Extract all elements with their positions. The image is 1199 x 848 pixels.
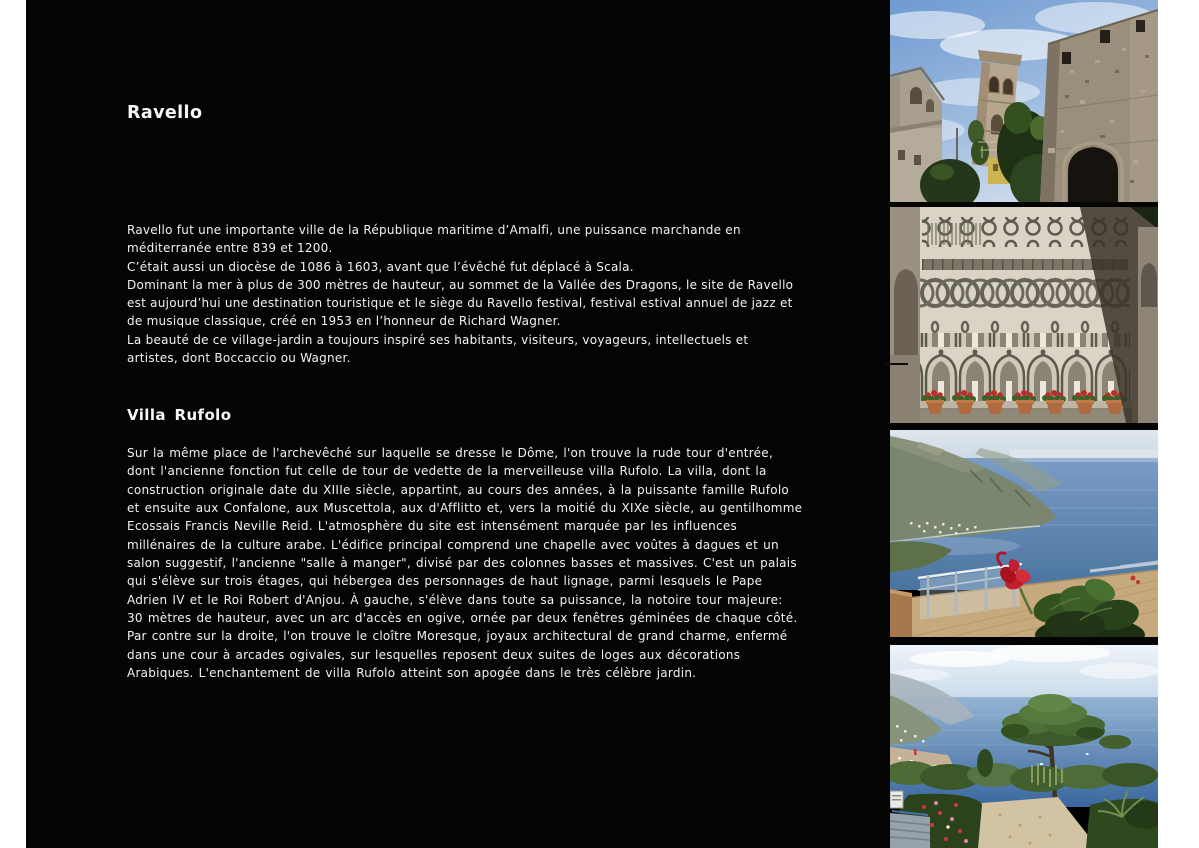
left-pillar	[890, 207, 920, 423]
villa-rufolo-paragraph: Sur la même place de l'archevêché sur laquelle se dresse le Dôme, l'on trouve la rude tour d'entrée, dont l'ancienne fonction fut celle de tour de vedette de la merveilleuse villa Rufolo. La villa, dont la construction originale date du XIIIe siècle, appartint, au cours des années, à la puissante famille Rufolo et ensuite aux Confalone, aux Muscettola, aux d'Afflitto et, vers la moitié du XIXe siècle, au gentilhomme Ecossais Francis Neville Reid. L'atmosphère du site est intensément marquée par les influences millénaires de la culture arabe. L'édifice principal comprend une chapelle avec voûtes à dagues et un salon suggestif, l'ancienne "salle à manger", divisé par des colonnes basses et massives. C'est un palais qui s'élève sur trois étages, qui hébergea des personnages de haut lignage, parmi lesquels le Pape Adrien IV et le Roi Robert d'Anjou. À gauche, s'élève dans toute sa puissance, la notoire tour majeure: 30 mètres de hauteur, avec un arc d'accès en ogive, ornée par deux fenêtres géminées de chaque côté. Par contre sur la droite, l'on trouve le cloître Moresque, joyaux architectural de grand charme, enfermé dans une cour à arcades ogivales, sur lesquelles reposent deux suites de loges aux décorations Arabiques. L'enchantement de villa Rufolo atteint son apogée dans le très célèbre jardin.	[127, 446, 803, 681]
photo-garden-sea-view	[890, 645, 1158, 848]
stray-mark	[884, 363, 908, 365]
intro-line: La beauté de ce village-jardin a toujours inspiré ses habitants, visiteurs, voyageurs, intellectuels et artistes, dont Boccaccio ou Wagner.	[127, 332, 749, 366]
intro-line: C’était aussi un diocèse de 1086 à 1603, avant que l’évêché fut déplacé à Scala.	[127, 259, 634, 274]
garden-foreground	[896, 791, 1158, 848]
photo-coast-terrace	[890, 430, 1158, 637]
stairs	[890, 811, 930, 848]
slide-canvas	[26, 0, 1158, 848]
photo-tower-entrance	[890, 0, 1158, 202]
wooden-post	[890, 589, 912, 637]
intro-paragraph	[127, 221, 803, 367]
flower-pots	[922, 389, 1128, 415]
intro-line: Dominant la mer à plus de 300 mètres de hauteur, au sommet de la Vallée des Dragons, le site de Ravello est aujourd’hui une destination touristique et le siège du Ravello festival, festival estival annuel de jazz et de musique classique, créé en 1953 en l’honneur de Richard Wagner.	[127, 277, 794, 329]
section-heading: Villa Rufolo	[127, 406, 232, 424]
intro-line: Ravello fut une importante ville de la République maritime d’Amalfi, une puissance marchande en méditerranée entre 839 et 1200.	[127, 223, 741, 256]
garden-sign	[890, 791, 903, 808]
page-title: Ravello	[127, 103, 203, 123]
photo-moresque-cloister	[890, 207, 1158, 423]
